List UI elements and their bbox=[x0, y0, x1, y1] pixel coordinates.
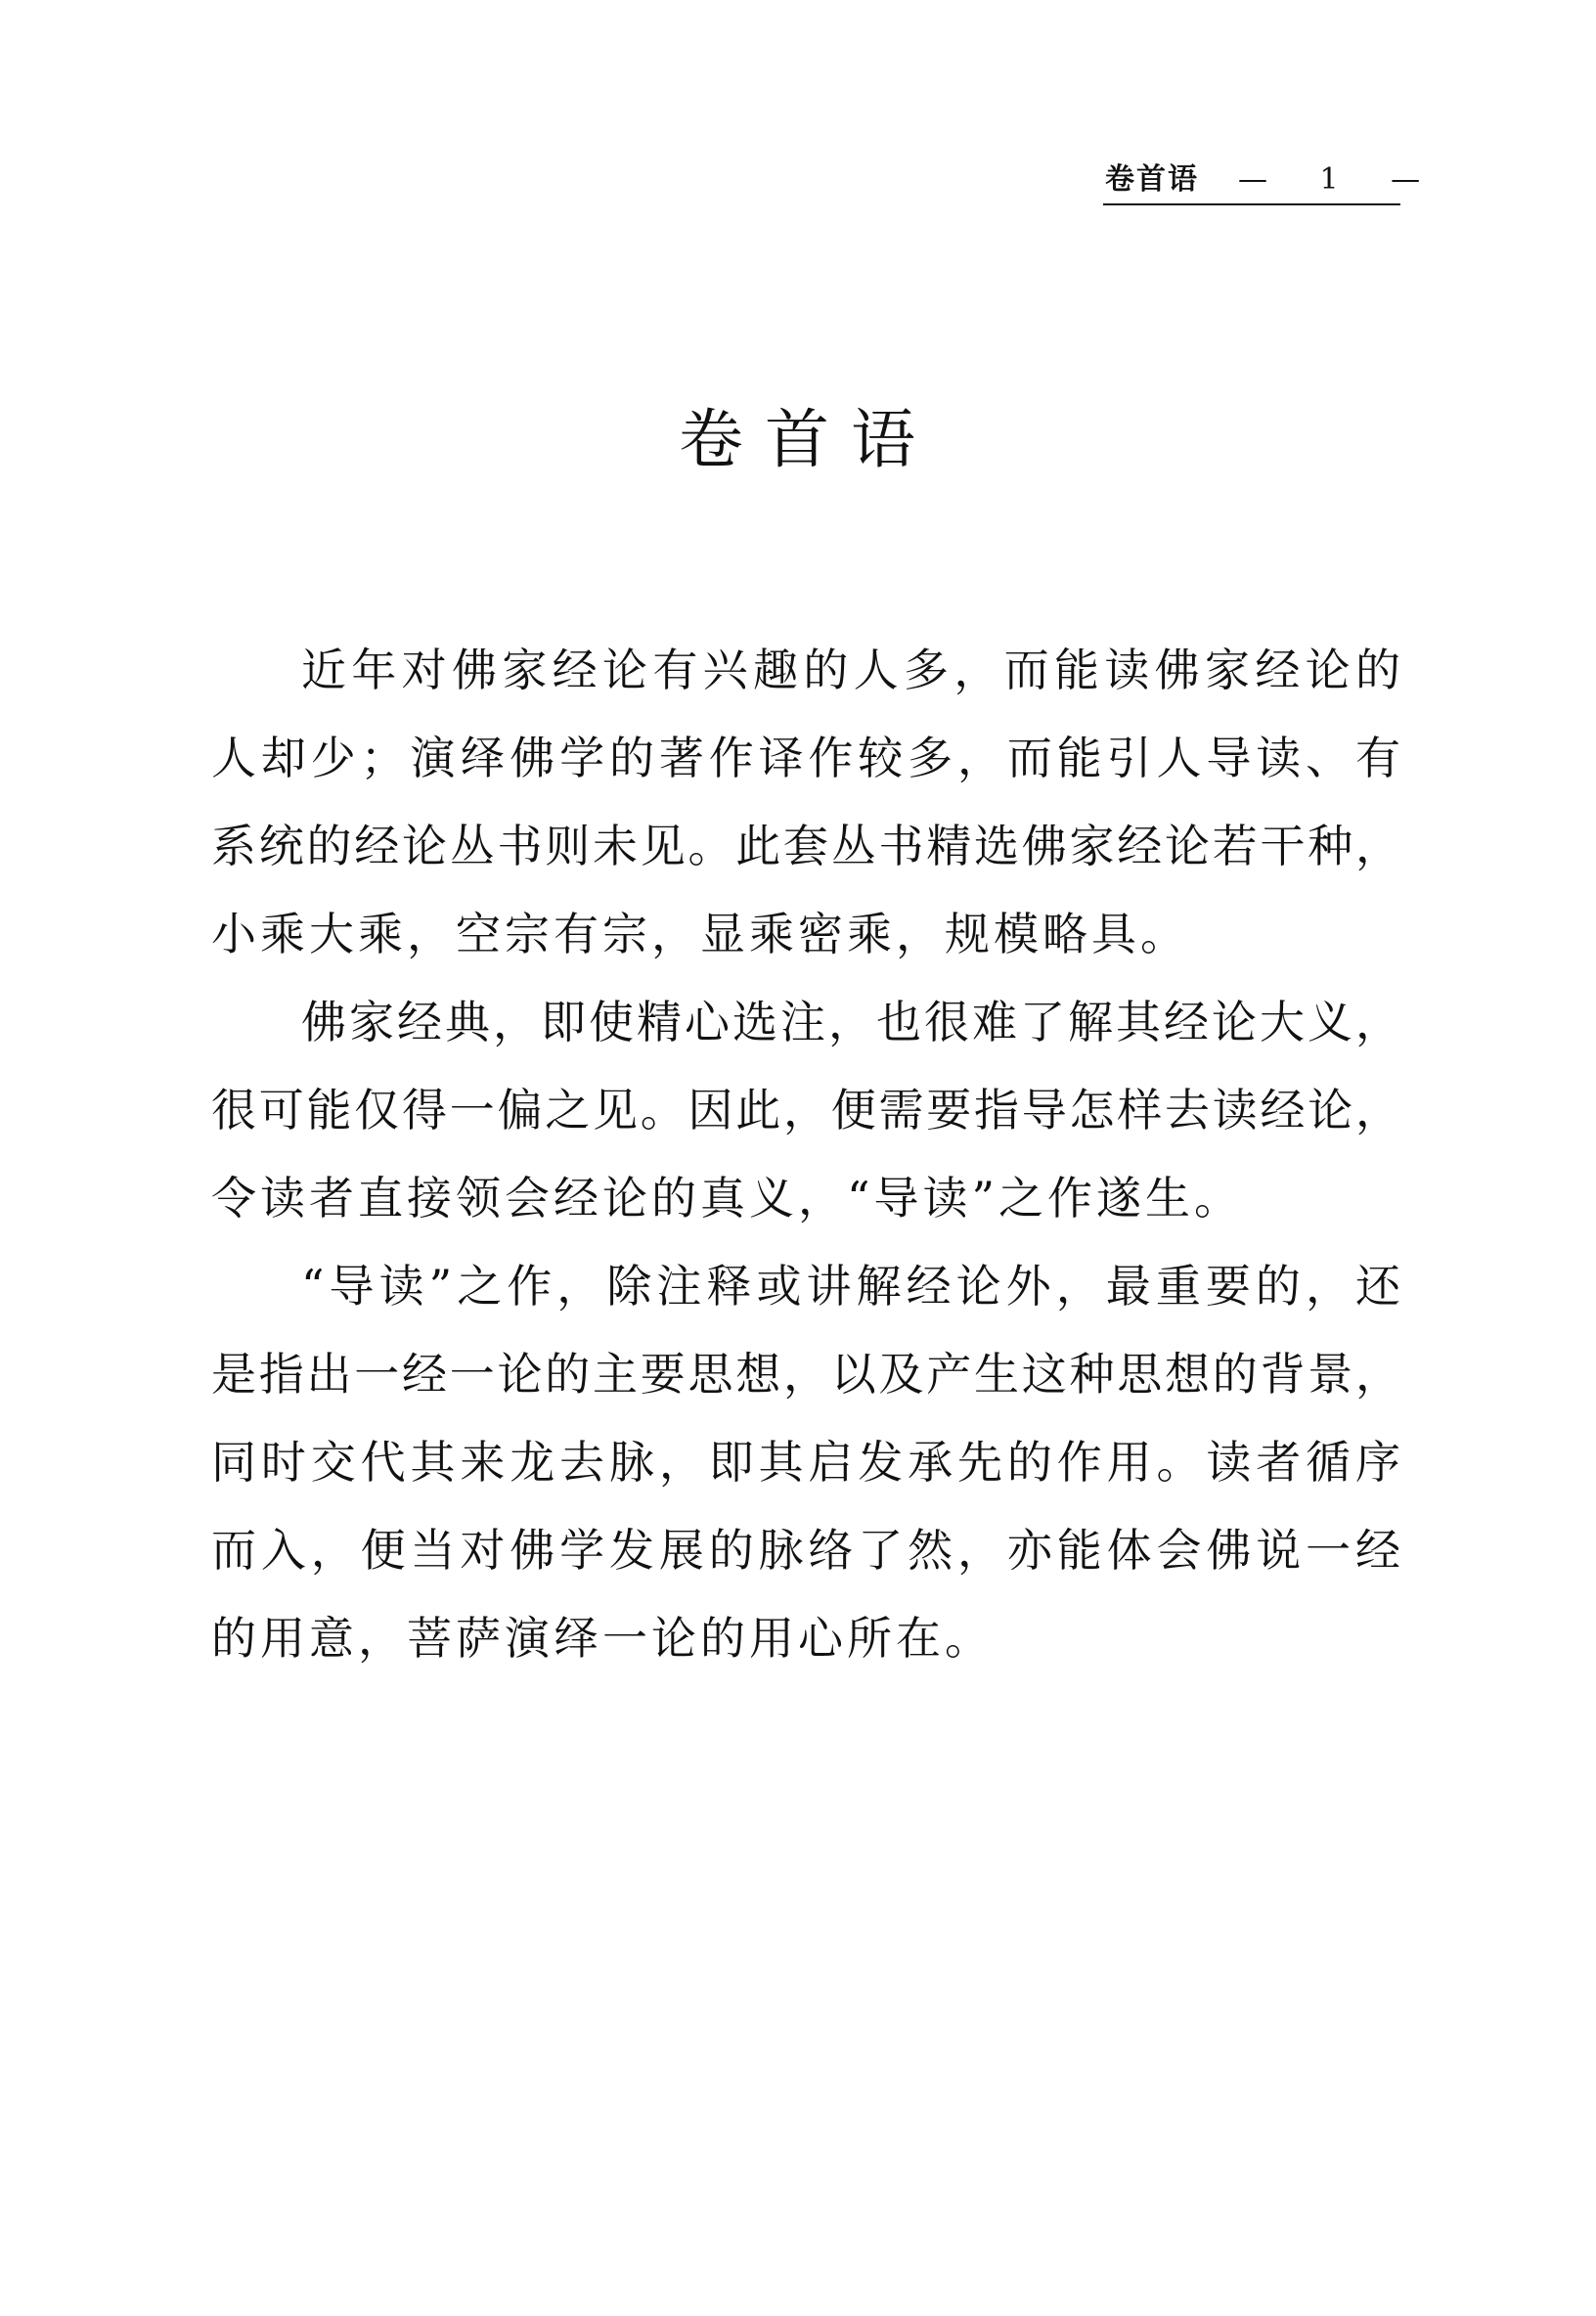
page-number: — 1 — bbox=[1238, 162, 1442, 197]
text-line: 令读者直接领会经论的真义，“导读”之作遂生。 bbox=[211, 1172, 1244, 1225]
paragraph-3 bbox=[211, 1242, 1400, 1682]
text-line: 很可能仅得一偏之见。因此，便需要指导怎样去读经论， bbox=[211, 1084, 1400, 1136]
running-header bbox=[1103, 158, 1442, 205]
text-line: 佛家经典，即使精心选注，也很难了解其经论大义， bbox=[301, 996, 1400, 1048]
page-title: 卷首语 bbox=[679, 402, 937, 477]
running-title: 卷首语 bbox=[1105, 162, 1199, 197]
paragraph-2 bbox=[211, 978, 1400, 1242]
text-line: 近年对佛家经论有兴趣的人多，而能读佛家经论的 bbox=[301, 644, 1400, 696]
text-line: 的用意，菩萨演绎一论的用心所在。 bbox=[211, 1612, 994, 1665]
text-line: 而入，便当对佛学发展的脉络了然，亦能体会佛说一经 bbox=[211, 1524, 1400, 1577]
body-text bbox=[211, 626, 1400, 1682]
text-line: 小乘大乘，空宗有宗，显乘密乘，规模略具。 bbox=[211, 908, 1189, 960]
text-line: 同时交代其来龙去脉，即其启发承先的作用。读者循序 bbox=[211, 1436, 1400, 1489]
text-line: 系统的经论丛书则未见。此套丛书精选佛家经论若干种， bbox=[211, 820, 1400, 872]
paragraph-1 bbox=[211, 626, 1400, 978]
text-line: 是指出一经一论的主要思想，以及产生这种思想的背景， bbox=[211, 1348, 1400, 1401]
text-line: 人却少；演绎佛学的著作译作较多，而能引人导读、有 bbox=[211, 732, 1400, 784]
text-line: “导读”之作，除注释或讲解经论外，最重要的，还 bbox=[301, 1260, 1400, 1313]
